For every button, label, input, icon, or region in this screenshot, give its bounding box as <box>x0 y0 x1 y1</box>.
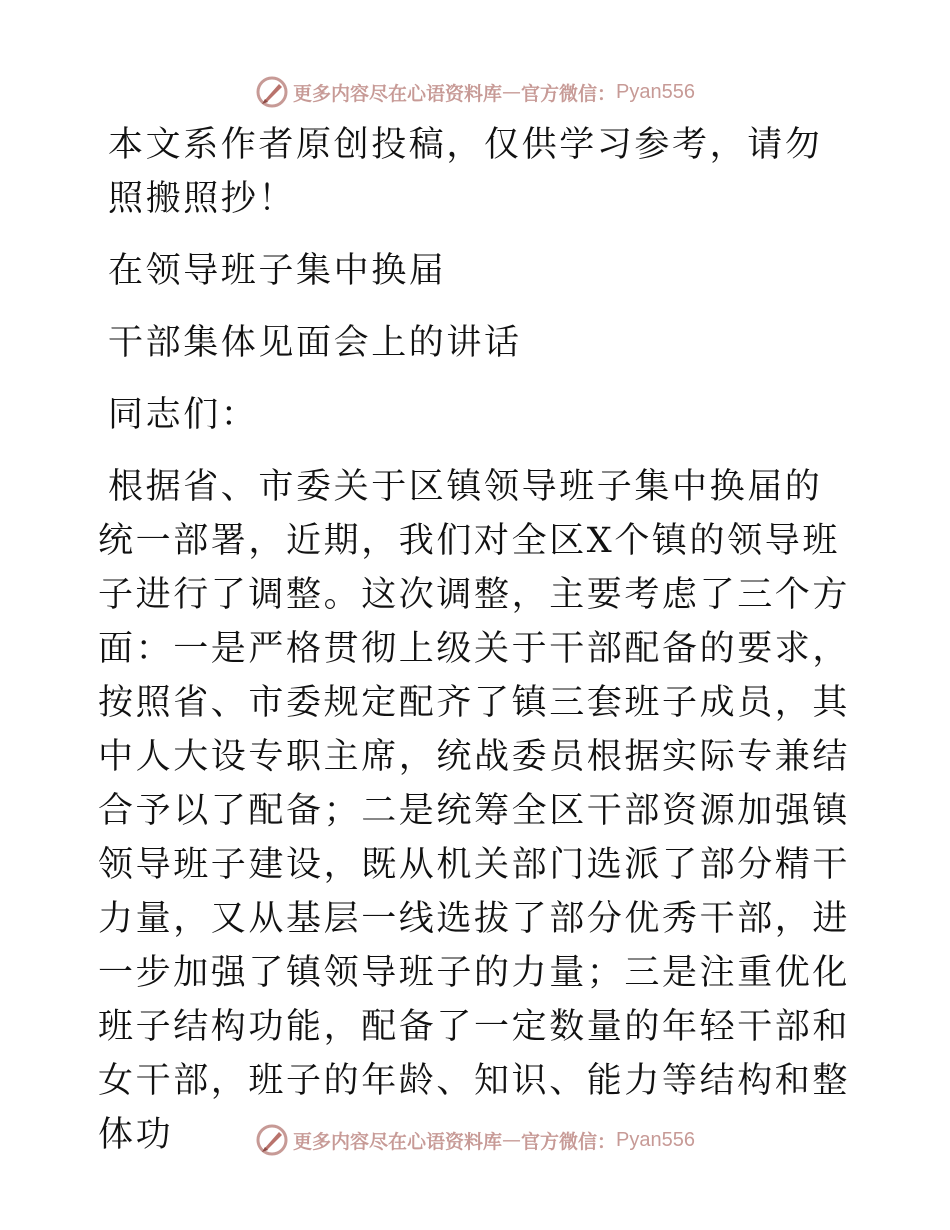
watermark-main-text: 更多内容尽在心语资料库 <box>293 1130 503 1153</box>
footer-watermark <box>0 1120 950 1160</box>
watermark-sub-text: 官方微信： <box>521 82 617 105</box>
body-text: 根据省、市委关于区镇领导班子集中换届的统一部署，近期，我们对全区X个镇的领导班子进行了调整。这次调整，主要考虑了三个方面：一是严格贯彻上级关于干部配备的要求，按照省、市委规定配齐了镇三套班子成员，其中人大设专职主席，统战委员根据实际专兼结合予以了配备；二是统筹全区干部资源加强镇领导班子建设，既从机关部门选派了部分精干力量，又从基层一线选拔了部分优秀干部，进一步加强了镇领导班子的力量；三是注重优化班子结构功能，配备了一定数量的年轻干部和女干部，班子的年龄、知识、能力等结构和整体功 <box>98 467 851 1155</box>
document-title-line2: 干部集体见面会上的讲话 <box>108 323 522 363</box>
copyright-notice: 本文系作者原创投稿，仅供学习参考，请勿照搬照抄！ <box>108 125 823 219</box>
watermark-id-text: Pyan556 <box>616 80 695 103</box>
watermark-dash: — <box>502 81 522 103</box>
watermark-sub-text: 官方微信： <box>521 1130 617 1153</box>
body-paragraph <box>98 460 858 1162</box>
watermark-id-text: Pyan556 <box>616 1128 695 1151</box>
watermark-dash: — <box>502 1129 522 1151</box>
greeting: 同志们： <box>108 395 259 435</box>
document-body <box>98 118 858 1162</box>
header-watermark <box>0 72 950 112</box>
watermark-main-text: 更多内容尽在心语资料库 <box>293 82 503 105</box>
quill-pen-circle-icon <box>255 75 289 109</box>
document-title-line1: 在领导班子集中换届 <box>108 251 447 291</box>
quill-pen-circle-icon <box>255 1123 289 1157</box>
